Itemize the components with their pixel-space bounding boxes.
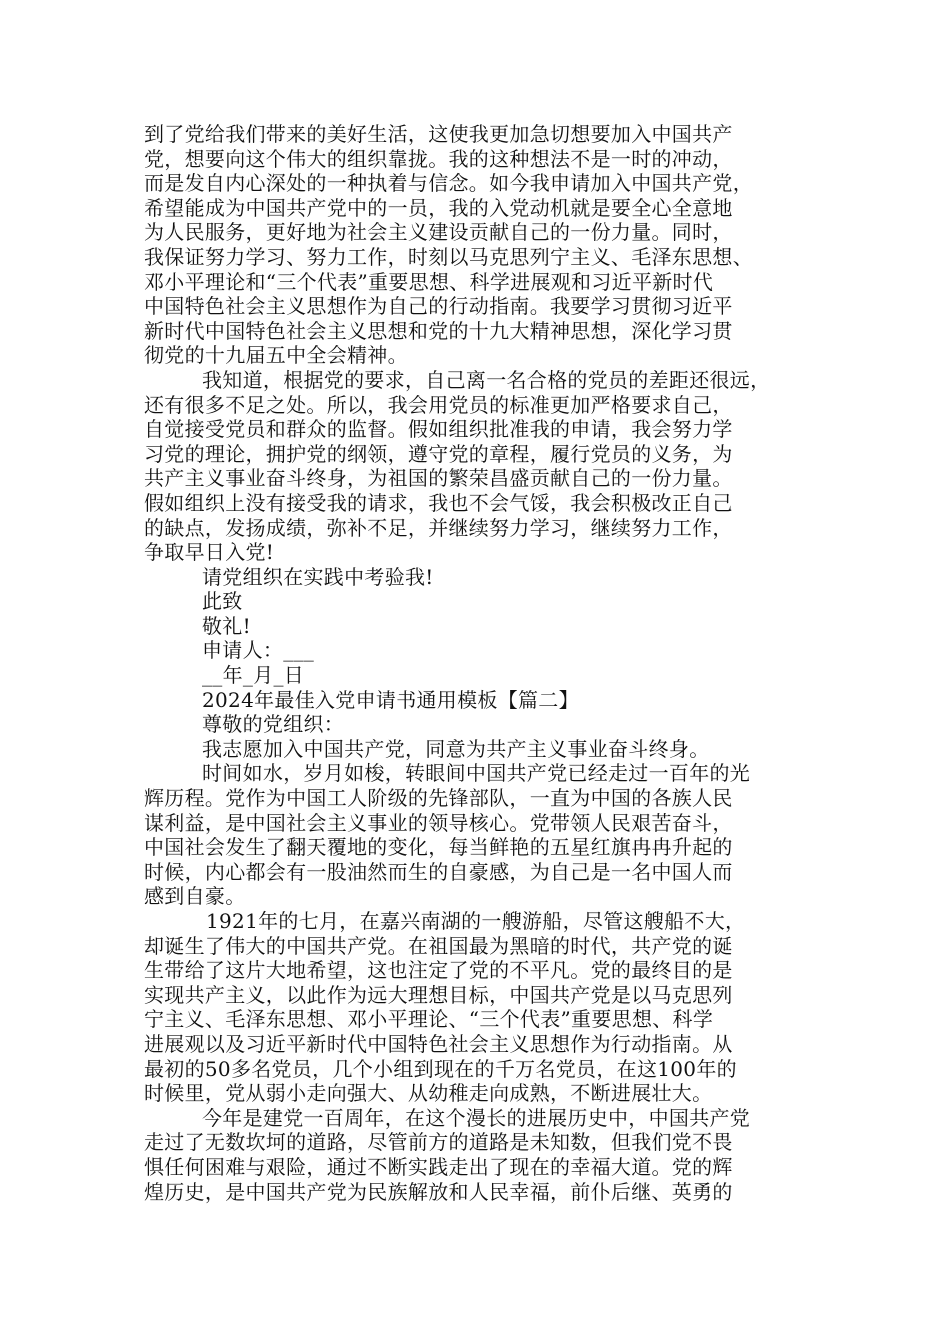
text-line: 敬礼! [202,613,251,638]
text-line: 假如组织上没有接受我的请求，我也不会气馁，我会积极改正自己 [144,490,733,515]
text-line: 请党组织在实践中考验我! [202,564,434,589]
text-line: 共产主义事业奋斗终身，为祖国的繁荣昌盛贡献自己的一份力量。 [144,466,733,491]
text-line: 彻党的十九届五中全会精神。 [144,343,408,368]
text-line: 感到自豪。 [144,884,246,909]
text-line: 辉历程。党作为中国工人阶级的先锋部队，一直为中国的各族人民 [144,786,733,811]
text-line: __年_月_日 [202,663,305,688]
text-line: 实现共产主义，以此作为远大理想目标，中国共产党是以马克思列 [144,982,733,1007]
text-line: 争取早日入党! [144,540,275,565]
text-line: 2024年最佳入党申请书通用模板【篇二】 [202,687,579,712]
text-line: 惧任何困难与艰险，通过不断实践走出了现在的幸福大道。党的辉 [144,1154,733,1179]
text-line: 我志愿加入中国共产党，同意为共产主义事业奋斗终身。 [202,736,710,761]
text-line: 谋利益，是中国社会主义事业的领导核心。党带领人民艰苦奋斗， [144,810,733,835]
text-line: 此致 [202,589,243,614]
text-line: 邓小平理论和“三个代表”重要思想、科学进展观和习近平新时代 [144,269,714,294]
text-line: 生带给了这片大地希望，这也注定了党的不平凡。党的最终目的是 [144,958,733,983]
text-line: 时间如水，岁月如梭，转眼间中国共产党已经走过一百年的光 [202,761,751,786]
text-line: 却诞生了伟大的中国共产党。在祖国最为黑暗的时代，共产党的诞 [144,933,733,958]
text-line: 1921年的七月，在嘉兴南湖的一艘游船，尽管这艘船不大， [206,909,746,933]
text-line: 时候，内心都会有一股油然而生的自豪感，为自己是一名中国人而 [144,859,733,884]
text-line: 为人民服务，更好地为社会主义建设贡献自己的一份力量。同时， [144,220,733,245]
text-line: 进展观以及习近平新时代中国特色社会主义思想作为行动指南。从 [144,1031,733,1056]
text-line: 申请人：___ [202,638,315,663]
text-line: 而是发自内心深处的一种执着与信念。如今我申请加入中国共产党， [144,171,753,196]
text-line: 我保证努力学习、努力工作，时刻以马克思列宁主义、毛泽东思想、 [144,244,753,269]
text-line: 今年是建党一百周年，在这个漫长的进展历史中，中国共产党 [202,1105,751,1130]
text-line: 到了党给我们带来的美好生活，这使我更加急切想要加入中国共产 [144,122,733,146]
text-line: 党，想要向这个伟大的组织靠拢。我的这种想法不是一时的冲动， [144,146,733,171]
text-line: 中国社会发生了翻天覆地的变化，每当鲜艳的五星红旗冉冉升起的 [144,835,733,860]
text-line: 还有很多不足之处。所以，我会用党员的标准更加严格要求自己， [144,392,733,417]
text-line: 中国特色社会主义思想作为自己的行动指南。我要学习贯彻习近平 [144,294,733,319]
text-line: 自觉接受党员和群众的监督。假如组织批准我的申请，我会努力学 [144,417,733,442]
text-line: 时候里，党从弱小走向强大、从幼稚走向成熟，不断进展壮大。 [144,1081,713,1106]
text-line: 新时代中国特色社会主义思想和党的十九大精神思想，深化学习贯 [144,318,733,343]
text-line: 煌历史，是中国共产党为民族解放和人民幸福，前仆后继、英勇的 [144,1179,733,1204]
text-line: 走过了无数坎坷的道路，尽管前方的道路是未知数，但我们党不畏 [144,1130,733,1155]
document-body [144,122,814,1204]
text-line: 希望能成为中国共产党中的一员，我的入党动机就是要全心全意地 [144,195,733,220]
text-line: 习党的理论，拥护党的纲领，遵守党的章程，履行党员的义务，为 [144,441,733,466]
text-line: 的缺点，发扬成绩，弥补不足，并继续努力学习，继续努力工作， [144,515,733,540]
text-line: 最初的50多名党员，几个小组到现在的千万名党员，在这100年的 [144,1056,737,1081]
text-line: 宁主义、毛泽东思想、邓小平理论、“三个代表”重要思想、科学 [144,1007,714,1032]
text-line: 尊敬的党组织： [202,712,345,737]
text-line: 我知道，根据党的要求，自己离一名合格的党员的差距还很远， [202,367,771,392]
